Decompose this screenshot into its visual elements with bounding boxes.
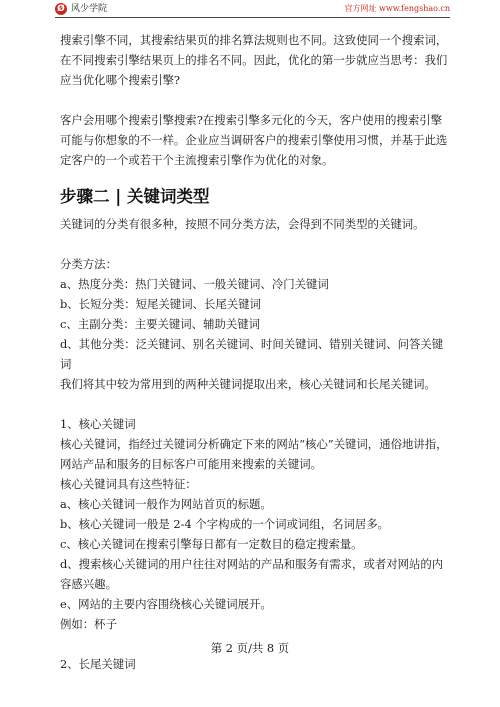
feature-item: b、核心关键词一般是 2-4 个字构成的一个词或词组，名词居多。 — [60, 517, 390, 531]
site-url[interactable]: 官方网址 www.fengshao.cn — [344, 4, 450, 13]
brand-name: 风少学院 — [71, 4, 108, 14]
subsection-title-longtail: 2、长尾关键词 — [60, 657, 136, 671]
feature-item: d、搜索核心关键词的用户往往对网站的产品和服务有需求，或者对网站的内容感兴趣。 — [60, 557, 444, 591]
page-header — [55, 3, 450, 18]
example-text: 例如：杯子 — [60, 617, 117, 631]
feature-item: c、核心关键词在搜索引擎每日都有一定数目的稳定搜索量。 — [60, 537, 363, 551]
paragraph-two-types: 我们将其中较为常用到的两种关键词提取出来，核心关键词和长尾关键词。 — [60, 377, 436, 391]
classify-item: d、其他分类：泛关键词、别名关键词、时间关键词、错别关键词、问答关键词 — [60, 337, 444, 371]
feature-item: a、核心关键词一般作为网站首页的标题。 — [60, 497, 272, 511]
document-body — [60, 30, 450, 674]
classify-item: c、主副分类：主要关键词、辅助关键词 — [60, 317, 261, 331]
brand-logo-icon: Ø — [55, 3, 67, 15]
features-title: 核心关键词具有这些特征： — [60, 477, 197, 491]
paragraph-search-engine-diff: 搜索引擎不同，其搜索结果页的排名算法规则也不同。这致使同一个搜索词，在不同搜索引擎结果页上的排名不同。因此，优化的第一步就应当思考：我们应当优化哪个搜索引擎? — [60, 33, 448, 87]
subsection-title-core: 1、核心关键词 — [60, 417, 136, 431]
classify-item: a、热度分类：热门关键词、一般关键词、冷门关键词 — [60, 277, 329, 291]
classify-item: b、长短分类：短尾关键词、长尾关键词 — [60, 297, 261, 311]
section-heading: 步骤二 | 关键词类型 — [60, 187, 210, 206]
page-number: 第 2 页/共 8 页 — [210, 641, 290, 655]
paragraph-keyword-intro: 关键词的分类有很多种，按照不同分类方法，会得到不同类型的关键词。 — [60, 217, 425, 231]
classify-title: 分类方法： — [60, 257, 117, 271]
paragraph-core-definition: 核心关键词，指经过关键词分析确定下来的网站“核心”关键词，通俗地讲指，网站产品和服务的目标客户可能用来搜索的关键词。 — [60, 437, 448, 471]
paragraph-customer-engine: 客户会用哪个搜索引擎搜索?在搜索引擎多元化的今天，客户使用的搜索引擎可能与你想象的不一样。企业应当调研客户的搜索引擎使用习惯，并基于此选定客户的一个或若干个主流搜索引擎作为优化的对象。 — [60, 113, 448, 167]
feature-item: e、网站的主要内容围绕核心关键词展开。 — [60, 597, 272, 611]
